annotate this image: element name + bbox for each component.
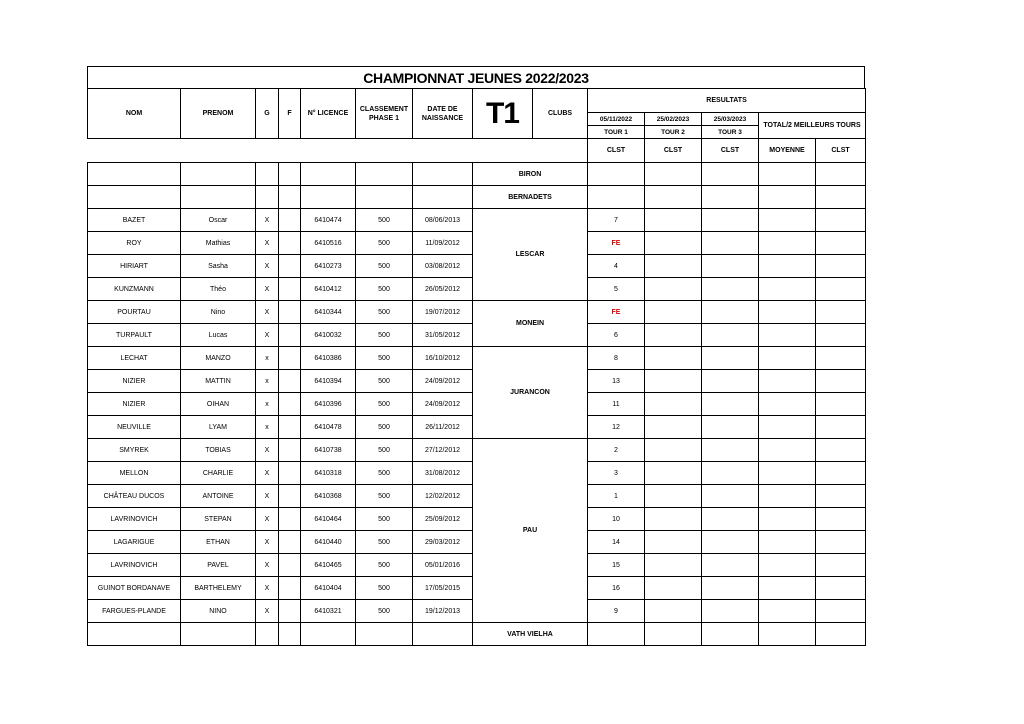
player-g: x <box>256 416 279 439</box>
player-g: X <box>256 439 279 462</box>
player-f <box>279 485 301 508</box>
player-f <box>279 232 301 255</box>
player-tour1: 9 <box>588 600 645 623</box>
result-cell <box>645 278 702 301</box>
player-date: 31/05/2012 <box>413 324 473 347</box>
player-g: X <box>256 278 279 301</box>
player-f <box>279 462 301 485</box>
result-cell <box>816 462 866 485</box>
result-cell <box>816 347 866 370</box>
results-sheet <box>87 66 865 646</box>
player-nom: NIZIER <box>88 370 181 393</box>
empty-cell <box>88 623 181 646</box>
player-f <box>279 278 301 301</box>
player-g: X <box>256 232 279 255</box>
result-cell <box>702 324 759 347</box>
result-cell <box>759 347 816 370</box>
player-g: X <box>256 600 279 623</box>
player-licence: 6410738 <box>301 439 356 462</box>
player-g: x <box>256 347 279 370</box>
result-cell <box>702 462 759 485</box>
player-g: X <box>256 301 279 324</box>
player-tour1: 12 <box>588 416 645 439</box>
player-tour1: 6 <box>588 324 645 347</box>
player-f <box>279 255 301 278</box>
result-cell <box>759 531 816 554</box>
empty-cell <box>301 163 356 186</box>
player-licence: 6410368 <box>301 485 356 508</box>
result-cell <box>759 209 816 232</box>
player-tour1: 1 <box>588 485 645 508</box>
player-tour1: FE <box>588 301 645 324</box>
player-f <box>279 324 301 347</box>
club-row-bernadets <box>88 186 866 209</box>
player-date: 29/03/2012 <box>413 531 473 554</box>
player-tour1: 8 <box>588 347 645 370</box>
result-cell <box>645 508 702 531</box>
player-prenom: ANTOINE <box>181 485 256 508</box>
player-g: X <box>256 508 279 531</box>
player-licence: 6410474 <box>301 209 356 232</box>
player-licence: 6410478 <box>301 416 356 439</box>
player-tour1: 3 <box>588 462 645 485</box>
result-cell <box>645 301 702 324</box>
player-prenom: Théo <box>181 278 256 301</box>
player-nom: NIZIER <box>88 393 181 416</box>
header-date: DATE DE NAISSANCE <box>413 89 473 139</box>
player-f <box>279 416 301 439</box>
header-g: G <box>256 89 279 139</box>
result-cell <box>645 347 702 370</box>
player-tour1: 2 <box>588 439 645 462</box>
result-cell <box>759 393 816 416</box>
result-cell <box>702 439 759 462</box>
player-prenom: PAVEL <box>181 554 256 577</box>
empty-cell <box>88 186 181 209</box>
header-f: F <box>279 89 301 139</box>
player-g: X <box>256 554 279 577</box>
header-clubs: CLUBS <box>533 89 588 139</box>
empty-cell <box>413 186 473 209</box>
header-resultats: RESULTATS <box>588 89 866 113</box>
club-name: VATH VIELHA <box>473 623 588 646</box>
result-cell <box>759 278 816 301</box>
header-date-tour2: 25/02/2023 <box>645 113 702 126</box>
player-licence: 6410386 <box>301 347 356 370</box>
player-licence: 6410394 <box>301 370 356 393</box>
header-tour2: TOUR 2 <box>645 126 702 139</box>
player-prenom: Sasha <box>181 255 256 278</box>
result-cell <box>759 416 816 439</box>
player-prenom: CHARLIE <box>181 462 256 485</box>
result-cell <box>759 623 816 646</box>
result-cell <box>645 577 702 600</box>
result-cell <box>702 600 759 623</box>
player-nom: POURTAU <box>88 301 181 324</box>
result-cell <box>645 255 702 278</box>
player-classement: 500 <box>356 531 413 554</box>
header-clst-3: CLST <box>702 139 759 163</box>
header-date-tour3: 25/03/2023 <box>702 113 759 126</box>
header-clst-1: CLST <box>588 139 645 163</box>
empty-cell <box>301 623 356 646</box>
player-nom: LECHAT <box>88 347 181 370</box>
result-cell <box>702 485 759 508</box>
result-cell <box>759 232 816 255</box>
player-classement: 500 <box>356 508 413 531</box>
player-prenom: MANZO <box>181 347 256 370</box>
result-cell <box>645 485 702 508</box>
result-cell <box>816 600 866 623</box>
player-classement: 500 <box>356 393 413 416</box>
result-cell <box>645 416 702 439</box>
player-classement: 500 <box>356 439 413 462</box>
player-g: X <box>256 209 279 232</box>
result-cell <box>645 462 702 485</box>
header-spacer <box>88 139 588 163</box>
club-jurancon: JURANCON <box>473 347 588 439</box>
player-date: 05/01/2016 <box>413 554 473 577</box>
result-cell <box>702 163 759 186</box>
player-tour1: 4 <box>588 255 645 278</box>
player-classement: 500 <box>356 554 413 577</box>
result-cell <box>702 416 759 439</box>
result-cell <box>702 393 759 416</box>
player-classement: 500 <box>356 301 413 324</box>
player-nom: NEUVILLE <box>88 416 181 439</box>
result-cell <box>702 531 759 554</box>
empty-cell <box>181 163 256 186</box>
header-moyenne: MOYENNE <box>759 139 816 163</box>
club-monein: MONEIN <box>473 301 588 347</box>
empty-cell <box>88 163 181 186</box>
player-tour1: 13 <box>588 370 645 393</box>
result-cell <box>645 600 702 623</box>
result-cell <box>759 508 816 531</box>
player-tour1: 14 <box>588 531 645 554</box>
header-prenom: PRENOM <box>181 89 256 139</box>
result-cell <box>759 186 816 209</box>
result-cell <box>645 232 702 255</box>
player-nom: TURPAULT <box>88 324 181 347</box>
player-row <box>88 209 866 232</box>
player-classement: 500 <box>356 370 413 393</box>
result-cell <box>759 462 816 485</box>
empty-cell <box>256 623 279 646</box>
header-date-tour1: 05/11/2022 <box>588 113 645 126</box>
player-tour1: 5 <box>588 278 645 301</box>
player-nom: MELLON <box>88 462 181 485</box>
result-cell <box>816 485 866 508</box>
result-cell <box>702 370 759 393</box>
player-f <box>279 554 301 577</box>
player-nom: FARGUES-PLANDE <box>88 600 181 623</box>
player-licence: 6410404 <box>301 577 356 600</box>
header-nom: NOM <box>88 89 181 139</box>
player-prenom: Nino <box>181 301 256 324</box>
club-row-biron <box>88 163 866 186</box>
result-cell <box>702 508 759 531</box>
player-prenom: NINO <box>181 600 256 623</box>
player-licence: 6410464 <box>301 508 356 531</box>
player-licence: 6410344 <box>301 301 356 324</box>
result-cell <box>816 554 866 577</box>
player-licence: 6410465 <box>301 554 356 577</box>
result-cell <box>759 163 816 186</box>
player-date: 08/06/2013 <box>413 209 473 232</box>
player-licence: 6410396 <box>301 393 356 416</box>
result-cell <box>702 186 759 209</box>
player-prenom: STEPAN <box>181 508 256 531</box>
player-licence: 6410440 <box>301 531 356 554</box>
player-date: 24/09/2012 <box>413 393 473 416</box>
player-tour1: 7 <box>588 209 645 232</box>
result-cell <box>816 324 866 347</box>
club-name: BIRON <box>473 163 588 186</box>
player-date: 19/12/2013 <box>413 600 473 623</box>
player-date: 27/12/2012 <box>413 439 473 462</box>
player-date: 03/08/2012 <box>413 255 473 278</box>
player-classement: 500 <box>356 347 413 370</box>
result-cell <box>816 255 866 278</box>
player-f <box>279 370 301 393</box>
player-date: 26/11/2012 <box>413 416 473 439</box>
player-row <box>88 439 866 462</box>
empty-cell <box>356 163 413 186</box>
result-cell <box>816 531 866 554</box>
empty-cell <box>356 186 413 209</box>
player-f <box>279 508 301 531</box>
player-classement: 500 <box>356 232 413 255</box>
player-nom: SMYREK <box>88 439 181 462</box>
player-tour1: 15 <box>588 554 645 577</box>
player-prenom: MATTIN <box>181 370 256 393</box>
result-cell <box>702 255 759 278</box>
player-date: 26/05/2012 <box>413 278 473 301</box>
result-cell <box>702 232 759 255</box>
player-g: X <box>256 531 279 554</box>
header-clst-total: CLST <box>816 139 866 163</box>
header-tour1: TOUR 1 <box>588 126 645 139</box>
result-cell <box>816 439 866 462</box>
player-prenom: OIHAN <box>181 393 256 416</box>
result-cell <box>702 209 759 232</box>
result-cell <box>645 439 702 462</box>
empty-cell <box>279 186 301 209</box>
player-nom: CHÂTEAU DUCOS <box>88 485 181 508</box>
player-f <box>279 301 301 324</box>
player-nom: LAVRINOVICH <box>88 554 181 577</box>
player-prenom: Mathias <box>181 232 256 255</box>
player-nom: GUINOT BORDANAVE <box>88 577 181 600</box>
player-nom: HIRIART <box>88 255 181 278</box>
result-cell <box>645 370 702 393</box>
player-classement: 500 <box>356 255 413 278</box>
result-cell <box>759 255 816 278</box>
player-prenom: Oscar <box>181 209 256 232</box>
result-cell <box>816 577 866 600</box>
player-g: X <box>256 485 279 508</box>
player-tour1: 16 <box>588 577 645 600</box>
result-cell <box>702 347 759 370</box>
result-cell <box>588 186 645 209</box>
result-cell <box>816 301 866 324</box>
player-prenom: ETHAN <box>181 531 256 554</box>
result-cell <box>702 554 759 577</box>
club-name: BERNADETS <box>473 186 588 209</box>
result-cell <box>645 324 702 347</box>
player-g: X <box>256 255 279 278</box>
header-total: TOTAL/2 MEILLEURS TOURS <box>759 113 866 139</box>
player-classement: 500 <box>356 324 413 347</box>
result-cell <box>816 186 866 209</box>
player-f <box>279 600 301 623</box>
result-cell <box>645 393 702 416</box>
result-cell <box>588 623 645 646</box>
empty-cell <box>413 163 473 186</box>
result-cell <box>816 508 866 531</box>
result-cell <box>759 554 816 577</box>
result-cell <box>645 163 702 186</box>
result-cell <box>759 439 816 462</box>
player-date: 16/10/2012 <box>413 347 473 370</box>
result-cell <box>759 577 816 600</box>
header-tour3: TOUR 3 <box>702 126 759 139</box>
player-g: X <box>256 462 279 485</box>
player-nom: ROY <box>88 232 181 255</box>
player-classement: 500 <box>356 577 413 600</box>
result-cell <box>759 324 816 347</box>
result-cell <box>759 485 816 508</box>
player-f <box>279 439 301 462</box>
player-prenom: BARTHELEMY <box>181 577 256 600</box>
results-table <box>87 88 866 646</box>
header-licence: N° LICENCE <box>301 89 356 139</box>
result-cell <box>702 623 759 646</box>
result-cell <box>816 163 866 186</box>
player-date: 12/02/2012 <box>413 485 473 508</box>
result-cell <box>645 554 702 577</box>
empty-cell <box>356 623 413 646</box>
player-g: x <box>256 393 279 416</box>
player-f <box>279 347 301 370</box>
player-licence: 6410412 <box>301 278 356 301</box>
result-cell <box>588 163 645 186</box>
player-tour1: 11 <box>588 393 645 416</box>
result-cell <box>816 278 866 301</box>
player-classement: 500 <box>356 462 413 485</box>
player-licence: 6410516 <box>301 232 356 255</box>
result-cell <box>645 531 702 554</box>
page-title: CHAMPIONNAT JEUNES 2022/2023 <box>87 66 865 88</box>
empty-cell <box>279 623 301 646</box>
player-classement: 500 <box>356 416 413 439</box>
result-cell <box>816 393 866 416</box>
player-nom: BAZET <box>88 209 181 232</box>
result-cell <box>816 370 866 393</box>
player-f <box>279 531 301 554</box>
club-pau: PAU <box>473 439 588 623</box>
result-cell <box>759 301 816 324</box>
result-cell <box>759 600 816 623</box>
player-prenom: TOBIAS <box>181 439 256 462</box>
player-f <box>279 393 301 416</box>
player-g: X <box>256 324 279 347</box>
player-date: 31/08/2012 <box>413 462 473 485</box>
player-classement: 500 <box>356 600 413 623</box>
player-date: 19/07/2012 <box>413 301 473 324</box>
player-prenom: LYAM <box>181 416 256 439</box>
empty-cell <box>256 186 279 209</box>
player-classement: 500 <box>356 209 413 232</box>
header-classement: CLASSEMENT PHASE 1 <box>356 89 413 139</box>
result-cell <box>645 209 702 232</box>
player-licence: 6410321 <box>301 600 356 623</box>
player-prenom: Lucas <box>181 324 256 347</box>
empty-cell <box>256 163 279 186</box>
player-g: x <box>256 370 279 393</box>
result-cell <box>816 209 866 232</box>
player-f <box>279 209 301 232</box>
player-classement: 500 <box>356 278 413 301</box>
club-lescar: LESCAR <box>473 209 588 301</box>
empty-cell <box>413 623 473 646</box>
player-date: 11/09/2012 <box>413 232 473 255</box>
result-cell <box>645 623 702 646</box>
result-cell <box>816 232 866 255</box>
player-licence: 6410032 <box>301 324 356 347</box>
player-tour1: 10 <box>588 508 645 531</box>
result-cell <box>645 186 702 209</box>
player-classement: 500 <box>356 485 413 508</box>
player-tour1: FE <box>588 232 645 255</box>
player-licence: 6410273 <box>301 255 356 278</box>
result-cell <box>759 370 816 393</box>
result-cell <box>816 623 866 646</box>
result-cell <box>702 278 759 301</box>
player-date: 25/09/2012 <box>413 508 473 531</box>
player-nom: LAGARIGUE <box>88 531 181 554</box>
player-row <box>88 301 866 324</box>
header-clst-2: CLST <box>645 139 702 163</box>
player-f <box>279 577 301 600</box>
player-g: X <box>256 577 279 600</box>
empty-cell <box>279 163 301 186</box>
result-cell <box>702 577 759 600</box>
player-nom: LAVRINOVICH <box>88 508 181 531</box>
player-nom: KUNZMANN <box>88 278 181 301</box>
category-label: T1 <box>473 89 533 139</box>
empty-cell <box>181 186 256 209</box>
result-cell <box>816 416 866 439</box>
empty-cell <box>181 623 256 646</box>
club-row-vath <box>88 623 866 646</box>
player-date: 24/09/2012 <box>413 370 473 393</box>
player-licence: 6410318 <box>301 462 356 485</box>
result-cell <box>702 301 759 324</box>
empty-cell <box>301 186 356 209</box>
player-date: 17/05/2015 <box>413 577 473 600</box>
player-row <box>88 347 866 370</box>
